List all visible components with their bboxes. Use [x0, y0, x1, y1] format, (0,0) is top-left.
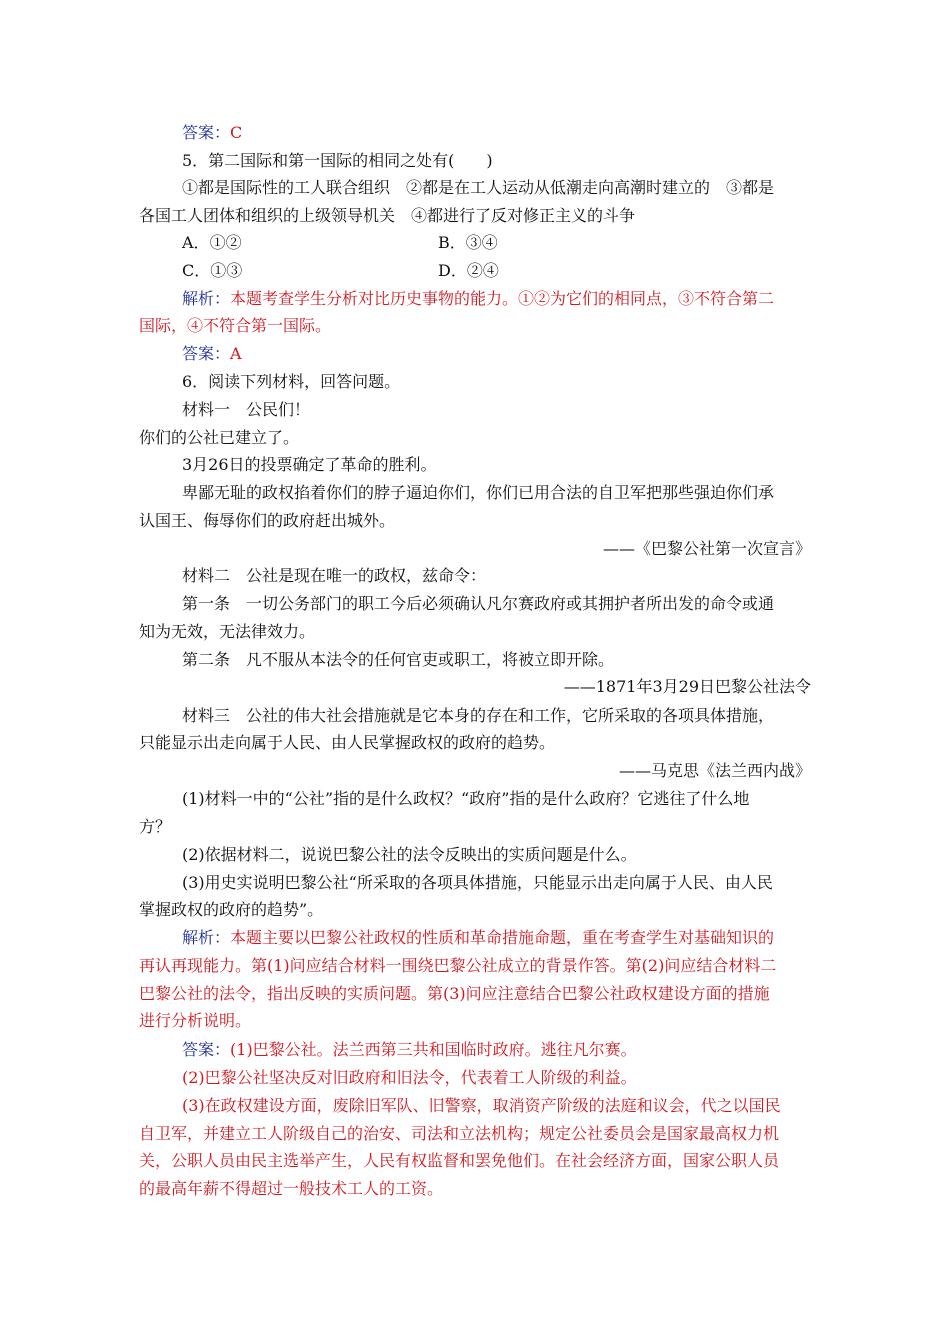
q5-option-b: B．③④ [438, 233, 498, 252]
q5-answer [182, 344, 242, 364]
sub-question-1: (1)材料一中的“公社”指的是什么政权？“政府”指的是什么政府？它逃往了什么地 [182, 789, 750, 808]
material-1-line: 材料一 公民们！ [182, 400, 311, 419]
material-1-line: 卑鄙无耻的政权掐着你们的脖子逼迫你们，你们已用合法的自卫军把那些强迫你们承 [182, 483, 775, 502]
q6-analysis-line: 巴黎公社的法令，指出反映的实质问题。第(3)问应注意结合巴黎公社政权建设方面的措施 [139, 984, 770, 1003]
material-1-source: ——《巴黎公社第一次宣言》 [602, 539, 811, 558]
material-2-line: 材料二 公社是现在唯一的政权，兹命令： [182, 566, 487, 585]
answer-label: 答案： [182, 344, 231, 363]
material-2-line: 知为无效，无法律效力。 [139, 622, 316, 641]
q6-analysis-line: 再认再现能力。第(1)问应结合材料一围绕巴黎公社成立的背景作答。第(2)问应结合材料二 [139, 956, 777, 975]
material-1-line: 你们的公社已建立了。 [139, 428, 300, 447]
q5-statement-line: 各国工人团体和组织的上级领导机关 ④都进行了反对修正主义的斗争 [139, 206, 636, 225]
sub-question-2: (2)依据材料二，说说巴黎公社的法令反映出的实质问题是什么。 [182, 845, 637, 864]
analysis-label: 解析： [182, 928, 231, 947]
material-2-line: 第一条 一切公务部门的职工今后必须确认凡尔赛政府或其拥护者所出发的命令或通 [182, 594, 775, 613]
q6-answer-line: (2)巴黎公社坚决反对旧政府和旧法令，代表着工人阶级的利益。 [182, 1068, 637, 1087]
q5-stem: 5．第二国际和第一国际的相同之处有( ) [182, 151, 493, 170]
answer-value: A [230, 344, 242, 363]
q6-analysis: 解析：本题主要以巴黎公社政权的性质和革命措施命题，重在考查学生对基础知识的 [182, 928, 775, 947]
sub-question-1-cont: 方？ [139, 817, 172, 836]
q5-option-d: D．②④ [438, 261, 499, 280]
material-2-source: ——1871年3月29日巴黎公社法令 [563, 677, 811, 696]
analysis-label: 解析： [182, 289, 231, 308]
material-3-source: ——马克思《法兰西内战》 [618, 761, 811, 780]
q6-answer-line: 自卫军，并建立工人阶级自己的治安、司法和立法机构；规定公社委员会是国家最高权力机 [139, 1124, 780, 1143]
q4-answer [182, 123, 242, 143]
q6-analysis-line: 进行分析说明。 [139, 1011, 252, 1030]
sub-question-3: (3)用史实说明巴黎公社“所采取的各项具体措施，只能显示出走向属于人民、由人民 [182, 873, 773, 892]
material-3-line: 材料三 公社的伟大社会措施就是它本身的存在和工作，它所采取的各项具体措施， [182, 706, 775, 725]
answer-value: C [230, 123, 243, 142]
q6-answer-line: (3)在政权建设方面，废除旧军队、旧警察，取消资产阶级的法庭和议会，代之以国民 [182, 1096, 781, 1115]
answer-label: 答案： [182, 123, 231, 142]
material-1-line: 3月26日的投票确定了革命的胜利。 [182, 455, 437, 474]
q5-statement-line: ①都是国际性的工人联合组织 ②都是在工人运动从低潮走向高潮时建立的 ③都是 [182, 178, 775, 197]
q5-option-a: A．①② [182, 233, 242, 252]
q6-answer-line: 的最高年薪不得超过一般技术工人的工资。 [139, 1179, 444, 1198]
q6-stem: 6．阅读下列材料，回答问题。 [182, 372, 401, 391]
material-2-line: 第二条 凡不服从本法令的任何官吏或职工，将被立即开除。 [182, 650, 615, 669]
material-3-line: 只能显示出走向属于人民、由人民掌握政权的政府的趋势。 [139, 733, 556, 752]
q5-option-c: C．①③ [182, 261, 243, 280]
answer-label: 答案： [182, 1040, 231, 1059]
q5-analysis: 解析：本题考查学生分析对比历史事物的能力。①②为它们的相同点，③不符合第二 [182, 289, 775, 308]
q5-analysis-line: 国际，④不符合第一国际。 [139, 316, 332, 335]
q6-answer: 答案：(1)巴黎公社。法兰西第三共和国临时政府。逃往凡尔赛。 [182, 1040, 637, 1059]
q6-answer-line: 关，公职人员由民主选举产生，人民有权监督和罢免他们。在社会经济方面，国家公职人员 [139, 1151, 780, 1170]
material-1-line: 认国王、侮辱你们的政府赶出城外。 [139, 511, 396, 530]
sub-question-3-cont: 掌握政权的政府的趋势”。 [139, 900, 324, 919]
